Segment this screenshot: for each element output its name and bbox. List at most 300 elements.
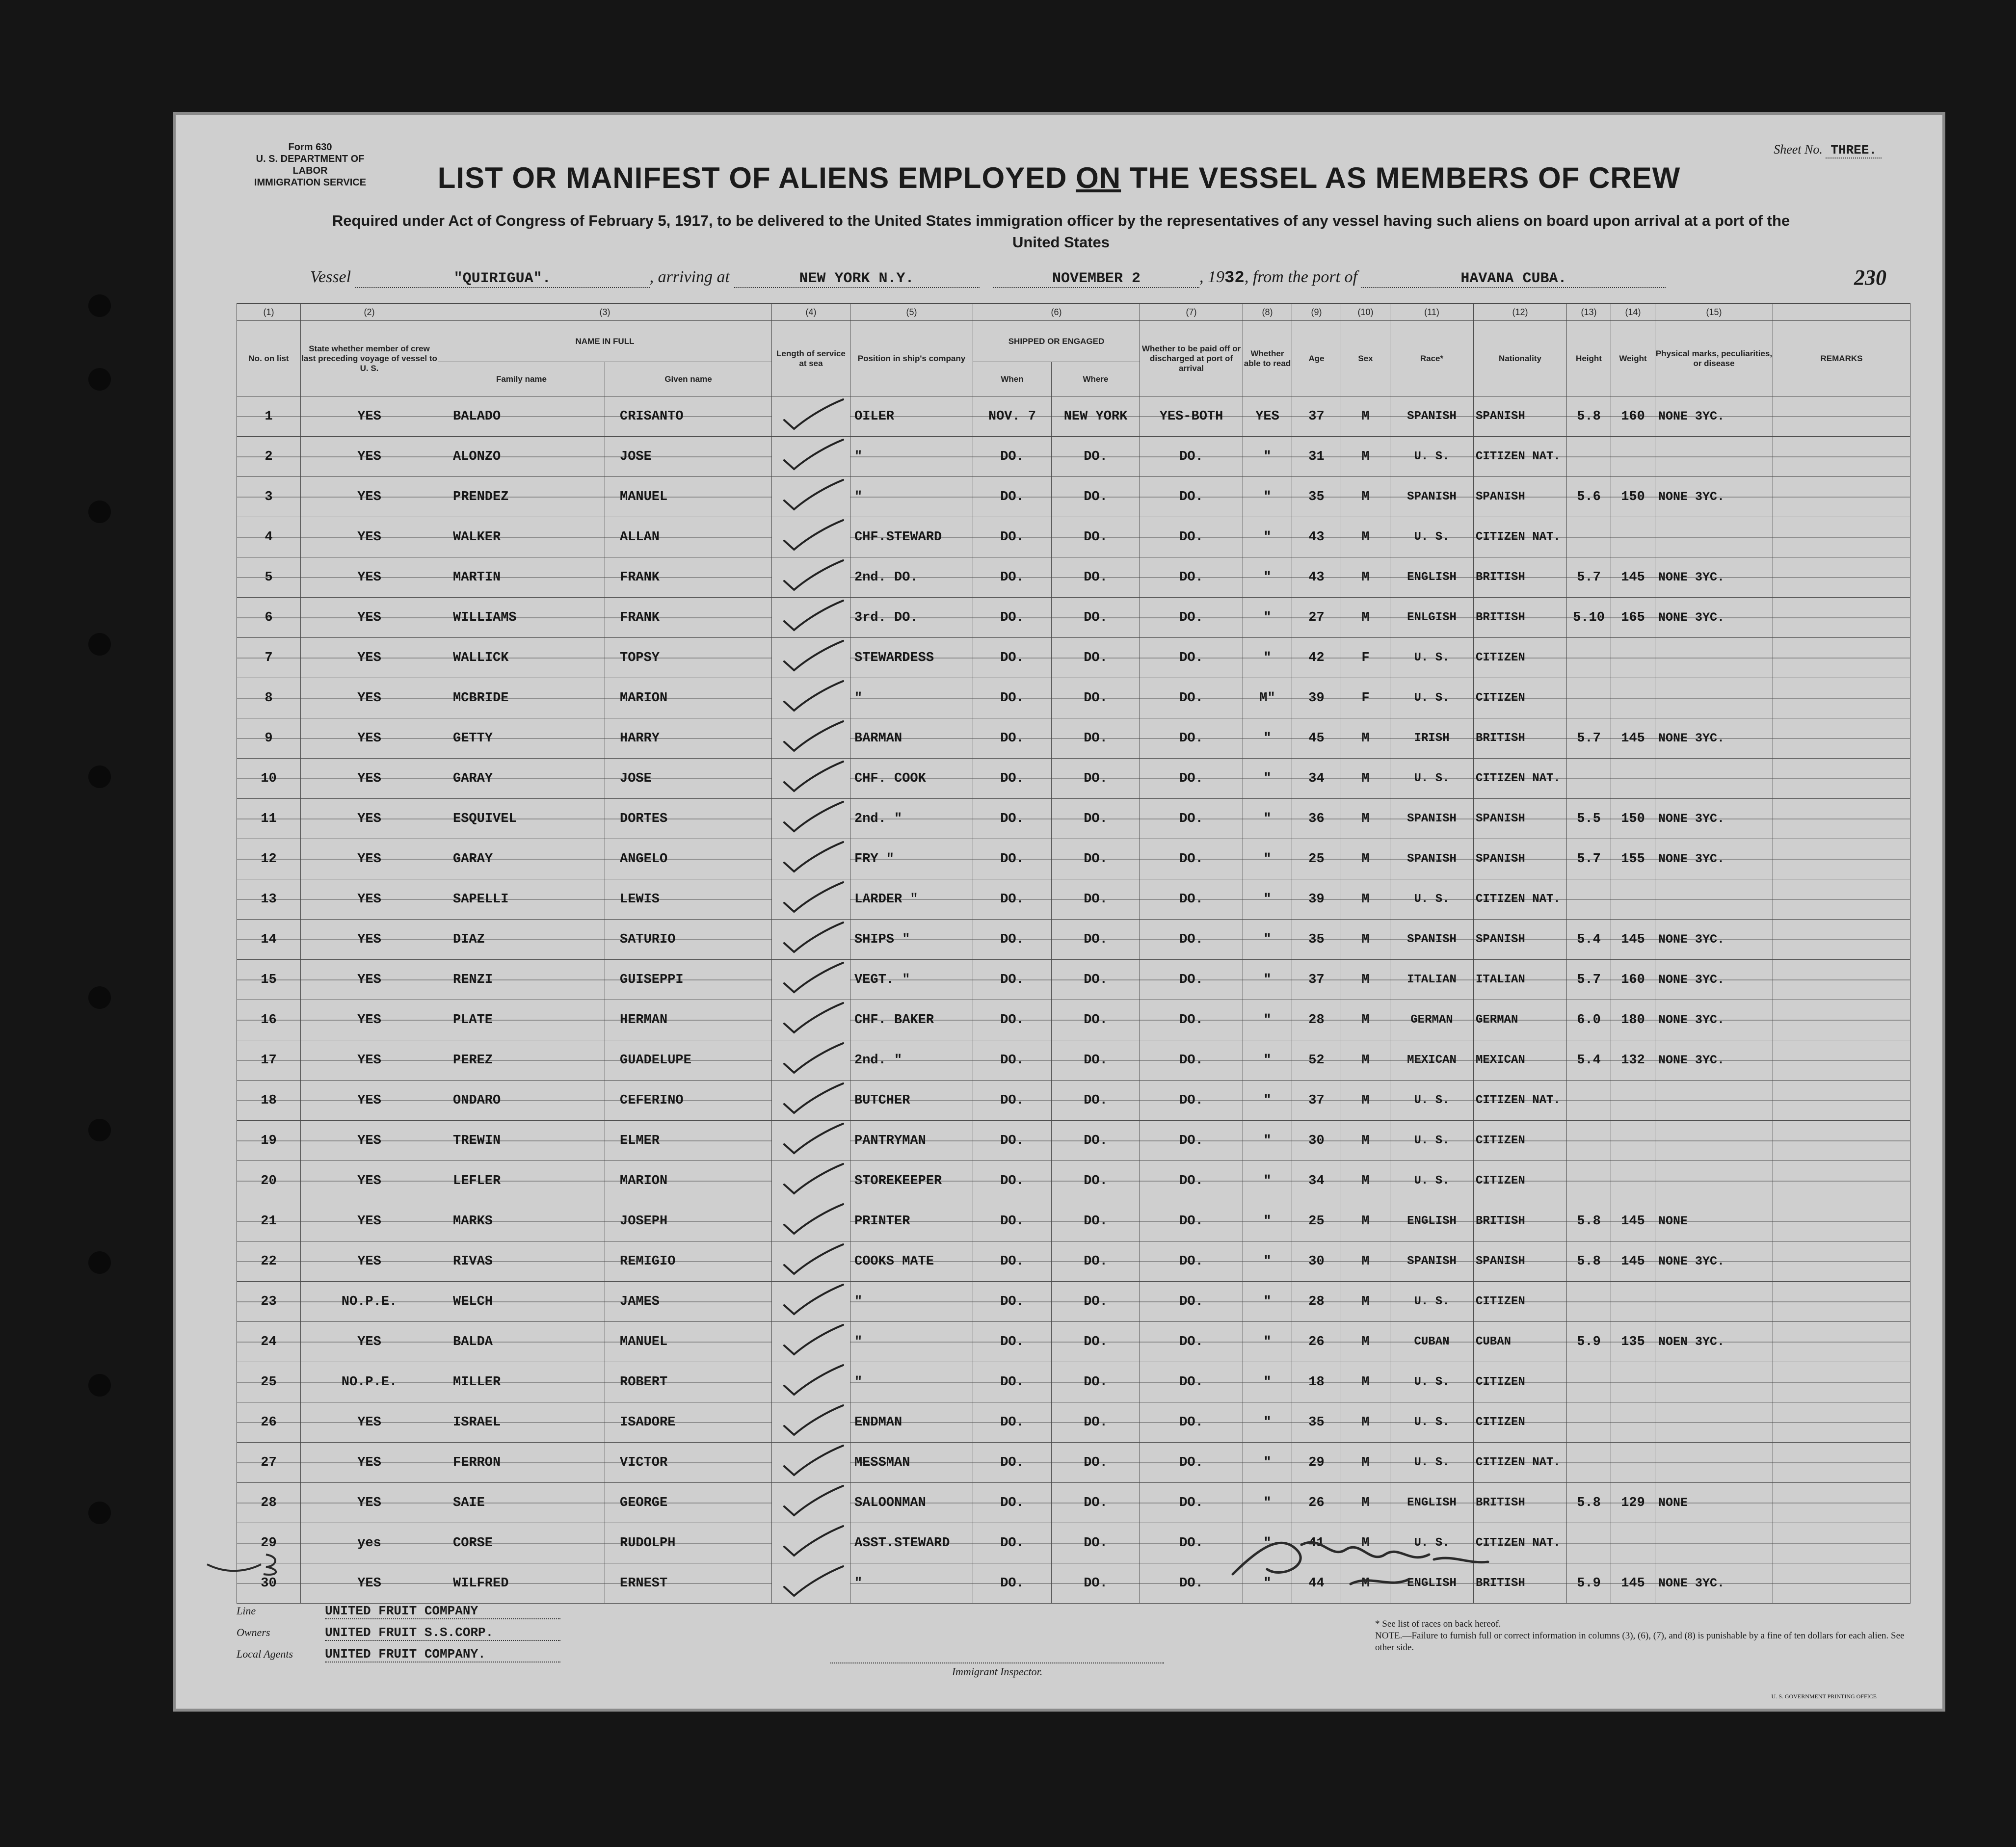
crew-shipped-when: DO. bbox=[973, 1121, 1052, 1161]
crew-no: 9 bbox=[237, 718, 301, 759]
crew-race: MEXICAN bbox=[1390, 1040, 1474, 1081]
crew-position: STOREKEEPER bbox=[850, 1161, 973, 1201]
crew-given-name: RUDOLPH bbox=[605, 1523, 772, 1563]
crew-shipped-where: DO. bbox=[1052, 557, 1140, 598]
crew-state: YES bbox=[301, 517, 438, 557]
crew-position: BUTCHER bbox=[850, 1081, 973, 1121]
crew-physical-marks: NONE 3YC. bbox=[1655, 477, 1773, 517]
crew-nationality: GERMAN bbox=[1474, 1000, 1567, 1040]
crew-family-name: MCBRIDE bbox=[438, 678, 605, 718]
crew-weight: 160 bbox=[1611, 960, 1655, 1000]
crew-nationality: CITIZEN bbox=[1474, 1362, 1567, 1402]
crew-age: 44 bbox=[1292, 1563, 1341, 1604]
crew-position: 2nd. DO. bbox=[850, 557, 973, 598]
crew-position: " bbox=[850, 437, 973, 477]
crew-able-read: " bbox=[1243, 1081, 1292, 1121]
binder-hole bbox=[88, 633, 111, 656]
crew-nationality: SPANISH bbox=[1474, 396, 1567, 437]
crew-shipped-where: DO. bbox=[1052, 799, 1140, 839]
crew-physical-marks: NONE 3YC. bbox=[1655, 1040, 1773, 1081]
crew-position: SHIPS " bbox=[850, 920, 973, 960]
crew-able-read: " bbox=[1243, 477, 1292, 517]
crew-no: 18 bbox=[237, 1081, 301, 1121]
crew-family-name: PLATE bbox=[438, 1000, 605, 1040]
crew-state: YES bbox=[301, 678, 438, 718]
crew-age: 30 bbox=[1292, 1241, 1341, 1282]
column-number-row: (1) (2) (3) (4) (5) (6) (7) (8) (9) (10) (11) (12) (13) (14) (15) bbox=[237, 304, 1910, 321]
tick-mark-icon bbox=[774, 1282, 848, 1317]
crew-given-name: FRANK bbox=[605, 557, 772, 598]
crew-age: 37 bbox=[1292, 960, 1341, 1000]
crew-length-service bbox=[772, 396, 850, 437]
crew-sex: M bbox=[1341, 1563, 1390, 1604]
crew-remarks bbox=[1773, 1241, 1910, 1282]
crew-no: 20 bbox=[237, 1161, 301, 1201]
crew-length-service bbox=[772, 1201, 850, 1241]
crew-sex: M bbox=[1341, 1121, 1390, 1161]
arrival-date: NOVEMBER 2 bbox=[993, 270, 1199, 288]
crew-able-read: " bbox=[1243, 1483, 1292, 1523]
crew-race: GERMAN bbox=[1390, 1000, 1474, 1040]
crew-family-name: FERRON bbox=[438, 1443, 605, 1483]
crew-nationality: CUBAN bbox=[1474, 1322, 1567, 1362]
crew-given-name: DORTES bbox=[605, 799, 772, 839]
crew-length-service bbox=[772, 1322, 850, 1362]
crew-paid-off: DO. bbox=[1140, 1201, 1243, 1241]
crew-able-read: " bbox=[1243, 839, 1292, 879]
crew-able-read: M" bbox=[1243, 678, 1292, 718]
crew-height: 5.8 bbox=[1567, 1241, 1611, 1282]
crew-weight bbox=[1611, 1121, 1655, 1161]
crew-shipped-when: NOV. 7 bbox=[973, 396, 1052, 437]
crew-remarks bbox=[1773, 638, 1910, 678]
crew-nationality: CITIZEN bbox=[1474, 1282, 1567, 1322]
tick-mark-icon bbox=[774, 1000, 848, 1035]
crew-height: 5.8 bbox=[1567, 1483, 1611, 1523]
crew-paid-off: DO. bbox=[1140, 598, 1243, 638]
crew-paid-off: DO. bbox=[1140, 1483, 1243, 1523]
crew-remarks bbox=[1773, 1000, 1910, 1040]
crew-state: NO.P.E. bbox=[301, 1362, 438, 1402]
crew-height: 5.7 bbox=[1567, 557, 1611, 598]
crew-shipped-where: DO. bbox=[1052, 437, 1140, 477]
crew-weight bbox=[1611, 1161, 1655, 1201]
crew-shipped-when: DO. bbox=[973, 1000, 1052, 1040]
crew-age: 28 bbox=[1292, 1000, 1341, 1040]
crew-no: 17 bbox=[237, 1040, 301, 1081]
crew-length-service bbox=[772, 1000, 850, 1040]
line-value: UNITED FRUIT COMPANY bbox=[325, 1604, 560, 1619]
crew-age: 42 bbox=[1292, 638, 1341, 678]
crew-able-read: " bbox=[1243, 879, 1292, 920]
crew-family-name: ALONZO bbox=[438, 437, 605, 477]
crew-height: 5.9 bbox=[1567, 1322, 1611, 1362]
handwritten-signature bbox=[1223, 1515, 1498, 1594]
crew-able-read: " bbox=[1243, 1121, 1292, 1161]
crew-weight bbox=[1611, 1443, 1655, 1483]
crew-paid-off: DO. bbox=[1140, 759, 1243, 799]
crew-physical-marks: NONE 3YC. bbox=[1655, 799, 1773, 839]
crew-shipped-when: DO. bbox=[973, 1362, 1052, 1402]
crew-nationality: CITIZEN NAT. bbox=[1474, 1523, 1567, 1563]
tick-mark-icon bbox=[774, 477, 848, 512]
form-service: IMMIGRATION SERVICE bbox=[254, 177, 367, 188]
tick-mark-icon bbox=[774, 879, 848, 915]
crew-physical-marks: NONE 3YC. bbox=[1655, 396, 1773, 437]
table-row bbox=[237, 396, 1910, 437]
crew-position: " bbox=[850, 477, 973, 517]
crew-weight: 129 bbox=[1611, 1483, 1655, 1523]
crew-shipped-where: DO. bbox=[1052, 1402, 1140, 1443]
crew-able-read: " bbox=[1243, 1161, 1292, 1201]
crew-shipped-where: DO. bbox=[1052, 517, 1140, 557]
crew-state: YES bbox=[301, 1121, 438, 1161]
form-number: Form 630 bbox=[288, 142, 332, 153]
crew-shipped-where: DO. bbox=[1052, 839, 1140, 879]
table-row bbox=[237, 1161, 1910, 1201]
crew-family-name: MILLER bbox=[438, 1362, 605, 1402]
crew-physical-marks: NONE 3YC. bbox=[1655, 718, 1773, 759]
table-row bbox=[237, 1563, 1910, 1604]
crew-position: " bbox=[850, 1282, 973, 1322]
crew-weight bbox=[1611, 759, 1655, 799]
crew-family-name: GETTY bbox=[438, 718, 605, 759]
crew-weight: 155 bbox=[1611, 839, 1655, 879]
crew-weight: 150 bbox=[1611, 477, 1655, 517]
crew-length-service bbox=[772, 1402, 850, 1443]
table-row bbox=[237, 1402, 1910, 1443]
crew-age: 35 bbox=[1292, 477, 1341, 517]
crew-paid-off: DO. bbox=[1140, 1040, 1243, 1081]
crew-position: OILER bbox=[850, 396, 973, 437]
crew-family-name: PEREZ bbox=[438, 1040, 605, 1081]
crew-no: 6 bbox=[237, 598, 301, 638]
crew-paid-off: DO. bbox=[1140, 879, 1243, 920]
crew-able-read: " bbox=[1243, 1563, 1292, 1604]
crew-nationality: CITIZEN NAT. bbox=[1474, 437, 1567, 477]
tick-mark-icon bbox=[774, 517, 848, 553]
crew-state: YES bbox=[301, 396, 438, 437]
crew-state: YES bbox=[301, 1483, 438, 1523]
crew-state: YES bbox=[301, 1201, 438, 1241]
crew-remarks bbox=[1773, 1563, 1910, 1604]
crew-nationality: ITALIAN bbox=[1474, 960, 1567, 1000]
crew-nationality: BRITISH bbox=[1474, 1483, 1567, 1523]
crew-height: 5.10 bbox=[1567, 598, 1611, 638]
crew-sex: M bbox=[1341, 1282, 1390, 1322]
crew-sex: M bbox=[1341, 799, 1390, 839]
crew-length-service bbox=[772, 879, 850, 920]
crew-nationality: SPANISH bbox=[1474, 799, 1567, 839]
table-row bbox=[237, 1523, 1910, 1563]
crew-shipped-where: DO. bbox=[1052, 1201, 1140, 1241]
crew-sex: M bbox=[1341, 1322, 1390, 1362]
crew-given-name: ISADORE bbox=[605, 1402, 772, 1443]
sheet-label: Sheet No. bbox=[1774, 142, 1823, 157]
crew-shipped-where: DO. bbox=[1052, 678, 1140, 718]
crew-race: ENGLISH bbox=[1390, 1563, 1474, 1604]
tick-mark-icon bbox=[774, 839, 848, 874]
crew-position: 2nd. " bbox=[850, 799, 973, 839]
crew-nationality: BRITISH bbox=[1474, 1201, 1567, 1241]
crew-weight: 180 bbox=[1611, 1000, 1655, 1040]
crew-weight bbox=[1611, 678, 1655, 718]
crew-physical-marks bbox=[1655, 437, 1773, 477]
crew-shipped-where: DO. bbox=[1052, 718, 1140, 759]
crew-nationality: CITIZEN bbox=[1474, 1161, 1567, 1201]
crew-shipped-when: DO. bbox=[973, 1563, 1052, 1604]
crew-height: 5.8 bbox=[1567, 396, 1611, 437]
crew-given-name: FRANK bbox=[605, 598, 772, 638]
crew-given-name: SATURIO bbox=[605, 920, 772, 960]
crew-able-read: " bbox=[1243, 1322, 1292, 1362]
manifest-sheet bbox=[173, 112, 1945, 1712]
crew-family-name: WILFRED bbox=[438, 1563, 605, 1604]
crew-given-name: ELMER bbox=[605, 1121, 772, 1161]
crew-sex: F bbox=[1341, 638, 1390, 678]
crew-shipped-where: DO. bbox=[1052, 1241, 1140, 1282]
crew-given-name: JAMES bbox=[605, 1282, 772, 1322]
binder-hole bbox=[88, 765, 111, 788]
table-row bbox=[237, 517, 1910, 557]
crew-given-name: JOSE bbox=[605, 759, 772, 799]
crew-paid-off: DO. bbox=[1140, 1121, 1243, 1161]
crew-sex: M bbox=[1341, 1362, 1390, 1402]
crew-paid-off: DO. bbox=[1140, 1443, 1243, 1483]
crew-position: CHF. BAKER bbox=[850, 1000, 973, 1040]
crew-weight: 145 bbox=[1611, 1201, 1655, 1241]
crew-position: " bbox=[850, 1322, 973, 1362]
crew-given-name: REMIGIO bbox=[605, 1241, 772, 1282]
header-race: Race* bbox=[1390, 321, 1474, 396]
crew-shipped-where: DO. bbox=[1052, 920, 1140, 960]
header-no-on-list: No. on list bbox=[237, 321, 301, 396]
crew-paid-off: DO. bbox=[1140, 437, 1243, 477]
crew-state: YES bbox=[301, 638, 438, 678]
crew-state: YES bbox=[301, 960, 438, 1000]
crew-given-name: HARRY bbox=[605, 718, 772, 759]
tick-mark-icon bbox=[774, 1322, 848, 1357]
crew-no: 8 bbox=[237, 678, 301, 718]
crew-shipped-when: DO. bbox=[973, 1322, 1052, 1362]
table-row bbox=[237, 1040, 1910, 1081]
crew-weight: 150 bbox=[1611, 799, 1655, 839]
crew-position: PRINTER bbox=[850, 1201, 973, 1241]
header-state-member: State whether member of crew last preceding voyage of vessel to U. S. bbox=[301, 321, 438, 396]
crew-shipped-when: DO. bbox=[973, 517, 1052, 557]
crew-given-name: JOSE bbox=[605, 437, 772, 477]
crew-nationality: BRITISH bbox=[1474, 718, 1567, 759]
crew-age: 35 bbox=[1292, 920, 1341, 960]
header-name-in-full: NAME IN FULL bbox=[438, 321, 772, 362]
crew-physical-marks bbox=[1655, 1161, 1773, 1201]
crew-sex: M bbox=[1341, 879, 1390, 920]
crew-nationality: CITIZEN NAT. bbox=[1474, 517, 1567, 557]
crew-paid-off: DO. bbox=[1140, 839, 1243, 879]
crew-paid-off: DO. bbox=[1140, 1402, 1243, 1443]
crew-given-name: ERNEST bbox=[605, 1563, 772, 1604]
crew-weight: 145 bbox=[1611, 1241, 1655, 1282]
crew-race: U. S. bbox=[1390, 759, 1474, 799]
crew-physical-marks bbox=[1655, 678, 1773, 718]
tick-mark-icon bbox=[774, 1362, 848, 1398]
header-nationality: Nationality bbox=[1474, 321, 1567, 396]
crew-family-name: MARTIN bbox=[438, 557, 605, 598]
crew-length-service bbox=[772, 678, 850, 718]
crew-length-service bbox=[772, 960, 850, 1000]
crew-nationality: CITIZEN bbox=[1474, 1402, 1567, 1443]
crew-sex: M bbox=[1341, 1000, 1390, 1040]
crew-height: 5.6 bbox=[1567, 477, 1611, 517]
table-row bbox=[237, 839, 1910, 879]
crew-height bbox=[1567, 879, 1611, 920]
crew-nationality: CITIZEN NAT. bbox=[1474, 879, 1567, 920]
tick-mark-icon bbox=[774, 920, 848, 955]
crew-given-name: MARION bbox=[605, 678, 772, 718]
crew-height bbox=[1567, 1282, 1611, 1322]
crew-paid-off: DO. bbox=[1140, 678, 1243, 718]
crew-family-name: GARAY bbox=[438, 759, 605, 799]
crew-shipped-where: DO. bbox=[1052, 1443, 1140, 1483]
tick-mark-icon bbox=[774, 598, 848, 633]
crew-remarks bbox=[1773, 477, 1910, 517]
tick-mark-icon bbox=[774, 1483, 848, 1518]
crew-given-name: LEWIS bbox=[605, 879, 772, 920]
vessel-line: Vessel "QUIRIGUA". , arriving at NEW YORK N.Y. NOVEMBER 2 , 1932, from the port of HAVANA CUBA. bbox=[310, 268, 1666, 288]
crew-race: U. S. bbox=[1390, 1362, 1474, 1402]
crew-physical-marks: NONE 3YC. bbox=[1655, 598, 1773, 638]
crew-weight: 132 bbox=[1611, 1040, 1655, 1081]
crew-weight: 145 bbox=[1611, 1563, 1655, 1604]
crew-shipped-when: DO. bbox=[973, 1040, 1052, 1081]
crew-family-name: RENZI bbox=[438, 960, 605, 1000]
crew-position: ENDMAN bbox=[850, 1402, 973, 1443]
crew-race: ENGLISH bbox=[1390, 557, 1474, 598]
crew-no: 29 bbox=[237, 1523, 301, 1563]
crew-rows bbox=[237, 396, 1910, 1604]
crew-no: 5 bbox=[237, 557, 301, 598]
table-row bbox=[237, 879, 1910, 920]
crew-race: U. S. bbox=[1390, 1282, 1474, 1322]
crew-able-read: " bbox=[1243, 960, 1292, 1000]
crew-race: U. S. bbox=[1390, 1121, 1474, 1161]
crew-position: CHF. COOK bbox=[850, 759, 973, 799]
table-row bbox=[237, 437, 1910, 477]
crew-family-name: SAIE bbox=[438, 1483, 605, 1523]
crew-remarks bbox=[1773, 1201, 1910, 1241]
printer-imprint: U. S. GOVERNMENT PRINTING OFFICE bbox=[1771, 1693, 1877, 1700]
crew-no: 27 bbox=[237, 1443, 301, 1483]
crew-no: 13 bbox=[237, 879, 301, 920]
table-row bbox=[237, 1201, 1910, 1241]
sheet-value: THREE. bbox=[1826, 143, 1882, 158]
crew-physical-marks bbox=[1655, 638, 1773, 678]
crew-paid-off: DO. bbox=[1140, 638, 1243, 678]
crew-shipped-where: DO. bbox=[1052, 477, 1140, 517]
crew-state: YES bbox=[301, 1402, 438, 1443]
crew-state: YES bbox=[301, 718, 438, 759]
crew-sex: M bbox=[1341, 839, 1390, 879]
crew-race: CUBAN bbox=[1390, 1322, 1474, 1362]
crew-height: 5.4 bbox=[1567, 920, 1611, 960]
header-age: Age bbox=[1292, 321, 1341, 396]
crew-state: YES bbox=[301, 879, 438, 920]
crew-remarks bbox=[1773, 1523, 1910, 1563]
tick-mark-icon bbox=[774, 960, 848, 995]
crew-state: YES bbox=[301, 839, 438, 879]
crew-nationality: CITIZEN bbox=[1474, 678, 1567, 718]
crew-position: STEWARDESS bbox=[850, 638, 973, 678]
crew-remarks bbox=[1773, 1081, 1910, 1121]
crew-length-service bbox=[772, 839, 850, 879]
crew-length-service bbox=[772, 1362, 850, 1402]
binder-hole bbox=[88, 1119, 111, 1141]
crew-age: 43 bbox=[1292, 517, 1341, 557]
crew-remarks bbox=[1773, 879, 1910, 920]
crew-no: 19 bbox=[237, 1121, 301, 1161]
crew-family-name: WELCH bbox=[438, 1282, 605, 1322]
crew-state: YES bbox=[301, 477, 438, 517]
header-family-name: Family name bbox=[438, 362, 605, 396]
crew-remarks bbox=[1773, 396, 1910, 437]
crew-physical-marks: NONE 3YC. bbox=[1655, 960, 1773, 1000]
crew-race: U. S. bbox=[1390, 638, 1474, 678]
crew-physical-marks: NONE 3YC. bbox=[1655, 1000, 1773, 1040]
crew-family-name: SAPELLI bbox=[438, 879, 605, 920]
crew-race: SPANISH bbox=[1390, 920, 1474, 960]
crew-sex: M bbox=[1341, 477, 1390, 517]
crew-remarks bbox=[1773, 1121, 1910, 1161]
crew-remarks bbox=[1773, 799, 1910, 839]
crew-given-name: GEORGE bbox=[605, 1483, 772, 1523]
crew-sex: M bbox=[1341, 960, 1390, 1000]
crew-no: 2 bbox=[237, 437, 301, 477]
crew-weight bbox=[1611, 1362, 1655, 1402]
table-row bbox=[237, 799, 1910, 839]
crew-position: SALOONMAN bbox=[850, 1483, 973, 1523]
crew-paid-off: DO. bbox=[1140, 1241, 1243, 1282]
crew-no: 12 bbox=[237, 839, 301, 879]
agents-value: UNITED FRUIT COMPANY. bbox=[325, 1647, 560, 1662]
table-row bbox=[237, 920, 1910, 960]
crew-length-service bbox=[772, 1282, 850, 1322]
crew-family-name: PRENDEZ bbox=[438, 477, 605, 517]
crew-given-name: ROBERT bbox=[605, 1362, 772, 1402]
crew-length-service bbox=[772, 638, 850, 678]
crew-no: 1 bbox=[237, 396, 301, 437]
crew-given-name: MARION bbox=[605, 1161, 772, 1201]
line-label: Line bbox=[237, 1605, 256, 1617]
crew-physical-marks: NONE 3YC. bbox=[1655, 1563, 1773, 1604]
crew-height: 5.7 bbox=[1567, 718, 1611, 759]
table-row bbox=[237, 638, 1910, 678]
crew-paid-off: DO. bbox=[1140, 1362, 1243, 1402]
header-given-name: Given name bbox=[605, 362, 772, 396]
crew-weight: 135 bbox=[1611, 1322, 1655, 1362]
crew-age: 29 bbox=[1292, 1443, 1341, 1483]
crew-shipped-when: DO. bbox=[973, 557, 1052, 598]
crew-no: 24 bbox=[237, 1322, 301, 1362]
crew-family-name: BALADO bbox=[438, 396, 605, 437]
crew-shipped-where: DO. bbox=[1052, 638, 1140, 678]
crew-shipped-when: DO. bbox=[973, 759, 1052, 799]
crew-race: U. S. bbox=[1390, 437, 1474, 477]
crew-physical-marks: NOEN 3YC. bbox=[1655, 1322, 1773, 1362]
crew-no: 23 bbox=[237, 1282, 301, 1322]
crew-family-name: MARKS bbox=[438, 1201, 605, 1241]
crew-able-read: " bbox=[1243, 1201, 1292, 1241]
crew-paid-off: DO. bbox=[1140, 1563, 1243, 1604]
